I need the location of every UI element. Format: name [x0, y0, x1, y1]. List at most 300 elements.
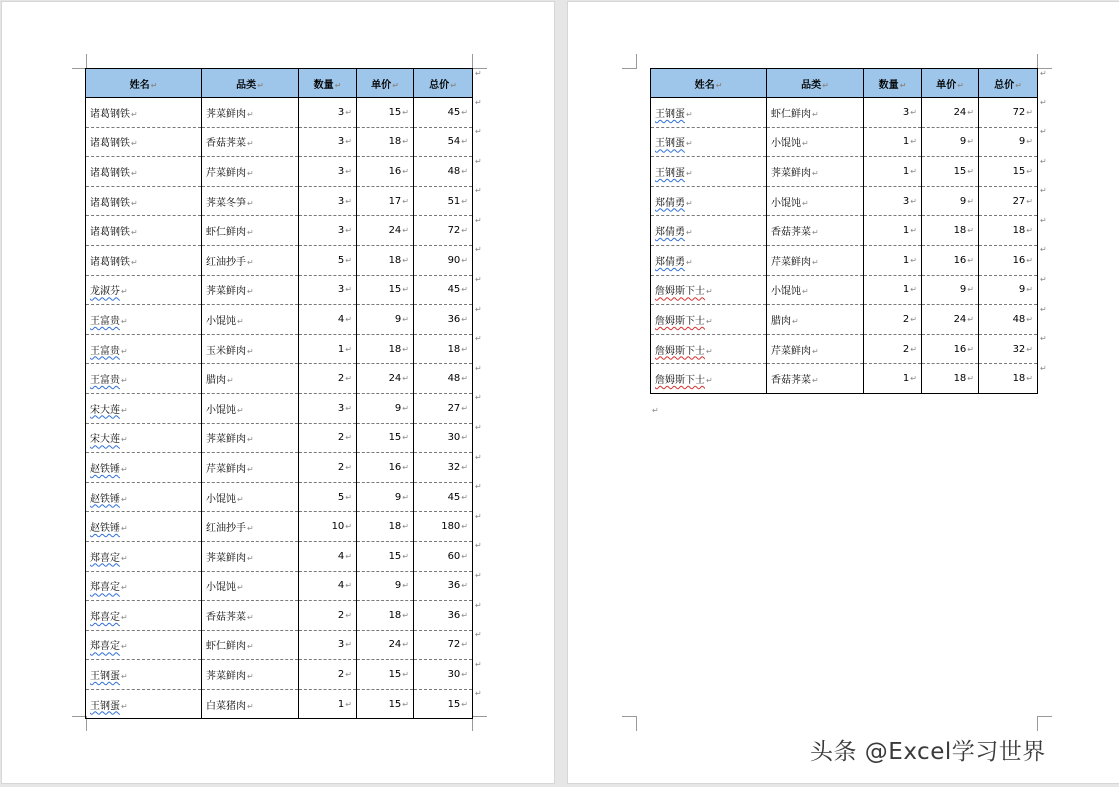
cell-unit-price[interactable] — [357, 305, 414, 335]
cell-category[interactable] — [202, 601, 299, 631]
cell-text: 15 — [388, 550, 402, 562]
cell-quantity[interactable] — [864, 305, 922, 335]
cell-unit-price[interactable] — [922, 275, 979, 305]
cell-name[interactable] — [86, 216, 202, 246]
cell-unit-price[interactable] — [357, 186, 414, 216]
cell-text: 芹菜鲜肉 — [771, 256, 811, 268]
cell-end-mark: ↵ — [402, 522, 409, 532]
cell-name[interactable] — [651, 157, 767, 187]
cell-category[interactable] — [202, 364, 299, 394]
cell-end-mark: ↵ — [345, 610, 352, 620]
cell-quantity[interactable] — [299, 157, 357, 187]
cell-text: 宋大莲 — [90, 434, 120, 446]
table-row — [86, 660, 473, 690]
cell-end-mark: ↵ — [812, 257, 819, 267]
cell-end-mark: ↵ — [247, 139, 254, 149]
table-body-page-1 — [86, 98, 473, 719]
cell-total-price[interactable] — [979, 157, 1038, 187]
cell-total-price[interactable] — [979, 216, 1038, 246]
table-row — [651, 127, 1038, 157]
cell-total-price[interactable] — [414, 275, 473, 305]
cell-category[interactable] — [767, 364, 864, 394]
cell-unit-price[interactable] — [357, 364, 414, 394]
cell-name[interactable] — [86, 334, 202, 364]
cell-quantity[interactable] — [864, 364, 922, 394]
cell-text: 小馄饨 — [771, 286, 801, 298]
cell-text: 10 — [331, 521, 345, 533]
cell-quantity[interactable] — [299, 453, 357, 483]
cell-end-mark: ↵ — [461, 640, 468, 650]
cell-end-mark: ↵ — [461, 255, 468, 265]
cell-unit-price[interactable] — [357, 571, 414, 601]
cell-name[interactable] — [86, 689, 202, 719]
header-name[interactable]: 姓名↵ — [651, 69, 767, 98]
cell-end-mark: ↵ — [461, 344, 468, 354]
cell-unit-price[interactable] — [357, 275, 414, 305]
cell-category[interactable] — [202, 660, 299, 690]
table-header-row — [86, 69, 473, 98]
cell-unit-price[interactable] — [922, 305, 979, 335]
cell-unit-price[interactable] — [357, 601, 414, 631]
cell-text: 24 — [953, 106, 967, 118]
cell-category[interactable] — [202, 630, 299, 660]
cell-unit-price[interactable] — [922, 186, 979, 216]
table-row — [651, 275, 1038, 305]
cell-total-price[interactable] — [414, 186, 473, 216]
cell-text: 1 — [902, 284, 910, 296]
cell-quantity[interactable] — [299, 512, 357, 542]
cell-name[interactable] — [86, 186, 202, 216]
cell-quantity[interactable] — [864, 127, 922, 157]
cell-text: 王钢蛋 — [655, 167, 685, 179]
cell-category[interactable] — [767, 186, 864, 216]
cell-unit-price[interactable] — [922, 216, 979, 246]
cell-name[interactable] — [651, 275, 767, 305]
row-end-mark: ↵ — [475, 393, 482, 403]
cell-total-price[interactable] — [414, 245, 473, 275]
cell-total-price[interactable] — [414, 541, 473, 571]
cell-text: 18 — [388, 609, 402, 621]
row-end-mark: ↵ — [475, 482, 482, 492]
cell-text: 36 — [447, 313, 461, 325]
cell-category[interactable] — [202, 186, 299, 216]
cell-unit-price[interactable] — [357, 245, 414, 275]
cell-text: 2 — [902, 313, 910, 325]
cell-unit-price[interactable] — [922, 98, 979, 128]
cell-end-mark: ↵ — [967, 255, 974, 265]
cell-total-price[interactable] — [979, 245, 1038, 275]
cell-name[interactable] — [86, 453, 202, 483]
cell-quantity[interactable] — [299, 216, 357, 246]
cell-category[interactable] — [767, 157, 864, 187]
margin-corner-bottom-right — [472, 716, 487, 731]
cell-quantity[interactable] — [864, 334, 922, 364]
row-end-mark: ↵ — [475, 186, 482, 196]
cell-text: 9 — [394, 313, 402, 325]
table-row — [651, 98, 1038, 128]
cell-end-mark: ↵ — [706, 376, 713, 386]
cell-unit-price[interactable] — [357, 216, 414, 246]
cell-end-mark: ↵ — [121, 316, 128, 326]
cell-text: 赵铁锤 — [90, 493, 120, 505]
header-category[interactable]: 品类↵ — [202, 69, 299, 98]
cell-text: 9 — [394, 402, 402, 414]
cell-category[interactable] — [767, 216, 864, 246]
cell-unit-price[interactable] — [357, 157, 414, 187]
cell-unit-price[interactable] — [357, 482, 414, 512]
table-row — [86, 334, 473, 364]
cell-end-mark: ↵ — [686, 228, 693, 238]
cell-total-price[interactable] — [979, 127, 1038, 157]
cell-quantity[interactable] — [299, 601, 357, 631]
cell-name[interactable] — [86, 630, 202, 660]
cell-quantity[interactable] — [864, 98, 922, 128]
cell-quantity[interactable] — [299, 334, 357, 364]
cell-unit-price[interactable] — [922, 245, 979, 275]
cell-text: 诸葛钢铁 — [90, 256, 130, 268]
table-row — [86, 423, 473, 453]
cell-text: 54 — [447, 136, 461, 148]
table-row — [86, 305, 473, 335]
cell-quantity[interactable] — [299, 423, 357, 453]
cell-category[interactable] — [767, 245, 864, 275]
cell-end-mark: ↵ — [910, 137, 917, 147]
cell-unit-price[interactable] — [922, 127, 979, 157]
header-quantity[interactable]: 数量↵ — [864, 69, 922, 98]
cell-unit-price[interactable] — [357, 98, 414, 128]
cell-category[interactable] — [767, 275, 864, 305]
cell-unit-price[interactable] — [922, 364, 979, 394]
cell-category[interactable] — [202, 127, 299, 157]
cell-name[interactable] — [651, 186, 767, 216]
cell-category[interactable] — [767, 127, 864, 157]
cell-name[interactable] — [86, 305, 202, 335]
cell-end-mark: ↵ — [910, 166, 917, 176]
cell-unit-price[interactable] — [357, 660, 414, 690]
cell-category[interactable] — [202, 512, 299, 542]
cell-total-price[interactable] — [979, 305, 1038, 335]
cell-unit-price[interactable] — [357, 541, 414, 571]
cell-category[interactable] — [767, 305, 864, 335]
cell-end-mark: ↵ — [402, 462, 409, 472]
cell-unit-price[interactable] — [922, 334, 979, 364]
cell-text: 15 — [388, 284, 402, 296]
cell-category[interactable] — [202, 393, 299, 423]
cell-total-price[interactable] — [414, 453, 473, 483]
cell-end-mark: ↵ — [402, 285, 409, 295]
cell-unit-price[interactable] — [357, 423, 414, 453]
cell-name[interactable] — [86, 157, 202, 187]
cell-category[interactable] — [202, 689, 299, 719]
header-unit-price[interactable]: 单价↵ — [922, 69, 979, 98]
header-total-price[interactable]: 总价↵ — [979, 69, 1038, 98]
cell-total-price[interactable] — [979, 98, 1038, 128]
cell-text: 诸葛钢铁 — [90, 227, 130, 239]
cell-quantity[interactable] — [299, 98, 357, 128]
cell-unit-price[interactable] — [922, 157, 979, 187]
cell-total-price[interactable] — [979, 364, 1038, 394]
cell-category[interactable] — [767, 334, 864, 364]
cell-text: 15 — [388, 669, 402, 681]
header-category[interactable]: 品类↵ — [767, 69, 864, 98]
cell-end-mark: ↵ — [461, 285, 468, 295]
cell-total-price[interactable] — [414, 364, 473, 394]
cell-category[interactable] — [202, 334, 299, 364]
header-total-price[interactable]: 总价↵ — [414, 69, 473, 98]
cell-name[interactable] — [86, 541, 202, 571]
cell-text: 32 — [447, 461, 461, 473]
cell-quantity[interactable] — [299, 364, 357, 394]
cell-category[interactable] — [202, 216, 299, 246]
header-quantity[interactable]: 数量↵ — [299, 69, 357, 98]
cell-end-mark: ↵ — [812, 168, 819, 178]
cell-end-mark: ↵ — [121, 553, 128, 563]
cell-quantity[interactable] — [299, 660, 357, 690]
cell-category[interactable] — [202, 571, 299, 601]
cell-end-mark: ↵ — [402, 374, 409, 384]
cell-total-price[interactable] — [979, 275, 1038, 305]
cell-category[interactable] — [202, 98, 299, 128]
cell-unit-price[interactable] — [357, 630, 414, 660]
cell-total-price[interactable] — [414, 689, 473, 719]
cell-quantity[interactable] — [299, 305, 357, 335]
cell-text: 1 — [337, 343, 345, 355]
cell-name[interactable] — [651, 127, 767, 157]
cell-quantity[interactable] — [299, 689, 357, 719]
cell-text: 72 — [1012, 106, 1026, 118]
cell-text: 16 — [1012, 254, 1026, 266]
cell-text: 48 — [447, 165, 461, 177]
cell-name[interactable] — [86, 512, 202, 542]
cell-end-mark: ↵ — [461, 433, 468, 443]
cell-end-mark: ↵ — [686, 168, 693, 178]
cell-text: 1 — [902, 225, 910, 237]
cell-end-mark: ↵ — [802, 139, 809, 149]
cell-end-mark: ↵ — [247, 464, 254, 474]
cell-total-price[interactable] — [414, 216, 473, 246]
row-end-mark: ↵ — [1040, 334, 1047, 344]
cell-text: 2 — [337, 432, 345, 444]
cell-quantity[interactable] — [864, 186, 922, 216]
cell-category[interactable] — [202, 541, 299, 571]
cell-end-mark: ↵ — [402, 610, 409, 620]
cell-total-price[interactable] — [979, 186, 1038, 216]
table-row — [86, 689, 473, 719]
cell-end-mark: ↵ — [247, 346, 254, 356]
cell-text: 3 — [337, 225, 345, 237]
cell-unit-price[interactable] — [357, 512, 414, 542]
cell-text: 3 — [337, 195, 345, 207]
cell-end-mark: ↵ — [121, 672, 128, 682]
cell-name[interactable] — [86, 482, 202, 512]
cell-name[interactable] — [86, 98, 202, 128]
order-table-page-1[interactable] — [85, 68, 473, 719]
cell-end-mark: ↵ — [967, 107, 974, 117]
table-row — [86, 571, 473, 601]
cell-text: 荠菜鲜肉 — [206, 108, 246, 120]
cell-end-mark: ↵ — [706, 287, 713, 297]
cell-end-mark: ↵ — [967, 226, 974, 236]
margin-corner-top-right — [472, 54, 487, 69]
cell-category[interactable] — [767, 98, 864, 128]
cell-category[interactable] — [202, 423, 299, 453]
cell-name[interactable] — [651, 364, 767, 394]
row-end-mark: ↵ — [475, 245, 482, 255]
cell-total-price[interactable] — [414, 157, 473, 187]
document-page-2[interactable] — [568, 2, 1119, 783]
row-end-mark: ↵ — [475, 275, 482, 285]
cell-text: 15 — [388, 698, 402, 710]
cell-text: 荠菜鲜肉 — [206, 552, 246, 564]
cell-text: 3 — [337, 136, 345, 148]
cell-name[interactable] — [86, 660, 202, 690]
cell-text: 赵铁锤 — [90, 523, 120, 535]
row-end-mark: ↵ — [475, 659, 482, 669]
cell-text: 3 — [337, 165, 345, 177]
cell-end-mark: ↵ — [345, 699, 352, 709]
row-end-mark: ↵ — [475, 511, 482, 521]
cell-total-price[interactable] — [414, 512, 473, 542]
cell-end-mark: ↵ — [967, 344, 974, 354]
cell-text: 15 — [388, 432, 402, 444]
row-end-mark: ↵ — [475, 156, 482, 166]
cell-end-mark: ↵ — [967, 374, 974, 384]
cell-text: 香菇荠菜 — [206, 138, 246, 150]
cell-unit-price[interactable] — [357, 453, 414, 483]
cell-name[interactable] — [651, 305, 767, 335]
cell-end-mark: ↵ — [121, 494, 128, 504]
cell-total-price[interactable] — [414, 630, 473, 660]
cell-text: 9 — [959, 284, 967, 296]
cell-name[interactable] — [86, 245, 202, 275]
cell-quantity[interactable] — [864, 216, 922, 246]
cell-text: 荠菜鲜肉 — [206, 434, 246, 446]
watermark-text: 头条 @Excel学习世界 — [810, 739, 1046, 765]
cell-quantity[interactable] — [299, 630, 357, 660]
header-unit-price[interactable]: 单价↵ — [357, 69, 414, 98]
cell-quantity[interactable] — [299, 482, 357, 512]
cell-total-price[interactable] — [414, 334, 473, 364]
cell-end-mark: ↵ — [345, 107, 352, 117]
cell-category[interactable] — [202, 275, 299, 305]
cell-text: 白菜猪肉 — [206, 700, 246, 712]
cell-end-mark: ↵ — [802, 287, 809, 297]
cell-text: 芹菜鲜肉 — [771, 345, 811, 357]
cell-unit-price[interactable] — [357, 334, 414, 364]
cell-quantity[interactable] — [299, 275, 357, 305]
order-table-page-2[interactable] — [650, 68, 1038, 394]
cell-total-price[interactable] — [414, 393, 473, 423]
cell-category[interactable] — [202, 157, 299, 187]
margin-corner-top-right — [1037, 54, 1052, 69]
cell-total-price[interactable] — [414, 601, 473, 631]
cell-unit-price[interactable] — [357, 127, 414, 157]
cell-quantity[interactable] — [864, 245, 922, 275]
row-end-mark: ↵ — [475, 215, 482, 225]
cell-end-mark: ↵ — [1026, 226, 1033, 236]
cell-category[interactable] — [202, 245, 299, 275]
cell-quantity[interactable] — [299, 393, 357, 423]
cell-end-mark: ↵ — [461, 522, 468, 532]
cell-text: 45 — [447, 491, 461, 503]
margin-corner-bottom-left — [622, 716, 637, 731]
table-row — [651, 245, 1038, 275]
cell-end-mark: ↵ — [461, 107, 468, 117]
cell-category[interactable] — [202, 482, 299, 512]
cell-category[interactable] — [202, 305, 299, 335]
cell-quantity[interactable] — [299, 245, 357, 275]
cell-name[interactable] — [651, 245, 767, 275]
cell-total-price[interactable] — [414, 571, 473, 601]
cell-name[interactable] — [86, 423, 202, 453]
cell-name[interactable] — [86, 571, 202, 601]
cell-text: 红油抄手 — [206, 523, 246, 535]
cell-quantity[interactable] — [864, 275, 922, 305]
cell-name[interactable] — [86, 364, 202, 394]
cell-quantity[interactable] — [864, 157, 922, 187]
cell-name[interactable] — [86, 275, 202, 305]
cell-text: 16 — [953, 254, 967, 266]
cell-total-price[interactable] — [414, 98, 473, 128]
row-end-mark: ↵ — [1040, 245, 1047, 255]
cell-end-mark: ↵ — [402, 640, 409, 650]
cell-text: 2 — [902, 343, 910, 355]
cell-end-mark: ↵ — [461, 462, 468, 472]
cell-name[interactable] — [86, 601, 202, 631]
cell-name[interactable] — [651, 216, 767, 246]
row-end-mark: ↵ — [1040, 97, 1047, 107]
cell-unit-price[interactable] — [357, 393, 414, 423]
cell-end-mark: ↵ — [131, 257, 138, 267]
cell-total-price[interactable] — [979, 334, 1038, 364]
cell-name[interactable] — [651, 334, 767, 364]
cell-end-mark: ↵ — [237, 316, 244, 326]
cell-name[interactable] — [651, 98, 767, 128]
cell-quantity[interactable] — [299, 127, 357, 157]
cell-quantity[interactable] — [299, 186, 357, 216]
cell-end-mark: ↵ — [910, 255, 917, 265]
cell-end-mark: ↵ — [121, 435, 128, 445]
cell-name[interactable] — [86, 127, 202, 157]
cell-text: 腊肉 — [771, 315, 791, 327]
table-row — [86, 482, 473, 512]
cell-name[interactable] — [86, 393, 202, 423]
cell-text: 芹菜鲜肉 — [206, 463, 246, 475]
cell-total-price[interactable] — [414, 660, 473, 690]
cell-category[interactable] — [202, 453, 299, 483]
cell-text: 虾仁鲜肉 — [206, 641, 246, 653]
row-end-mark: ↵ — [475, 571, 482, 580]
cell-total-price[interactable] — [414, 423, 473, 453]
cell-end-mark: ↵ — [247, 228, 254, 238]
cell-end-mark: ↵ — [247, 701, 254, 711]
cell-unit-price[interactable] — [357, 689, 414, 719]
cell-text: 5 — [337, 491, 345, 503]
row-end-mark: ↵ — [475, 363, 482, 373]
cell-total-price[interactable] — [414, 127, 473, 157]
cell-end-mark: ↵ — [910, 285, 917, 295]
cell-end-mark: ↵ — [402, 551, 409, 561]
cell-quantity[interactable] — [299, 541, 357, 571]
cell-total-price[interactable] — [414, 305, 473, 335]
row-end-mark: ↵ — [475, 452, 482, 462]
header-name[interactable]: 姓名↵ — [86, 69, 202, 98]
cell-end-mark: ↵ — [812, 228, 819, 238]
cell-text: 9 — [394, 580, 402, 592]
cell-total-price[interactable] — [414, 482, 473, 512]
cell-quantity[interactable] — [299, 571, 357, 601]
document-page-1[interactable] — [2, 2, 554, 783]
